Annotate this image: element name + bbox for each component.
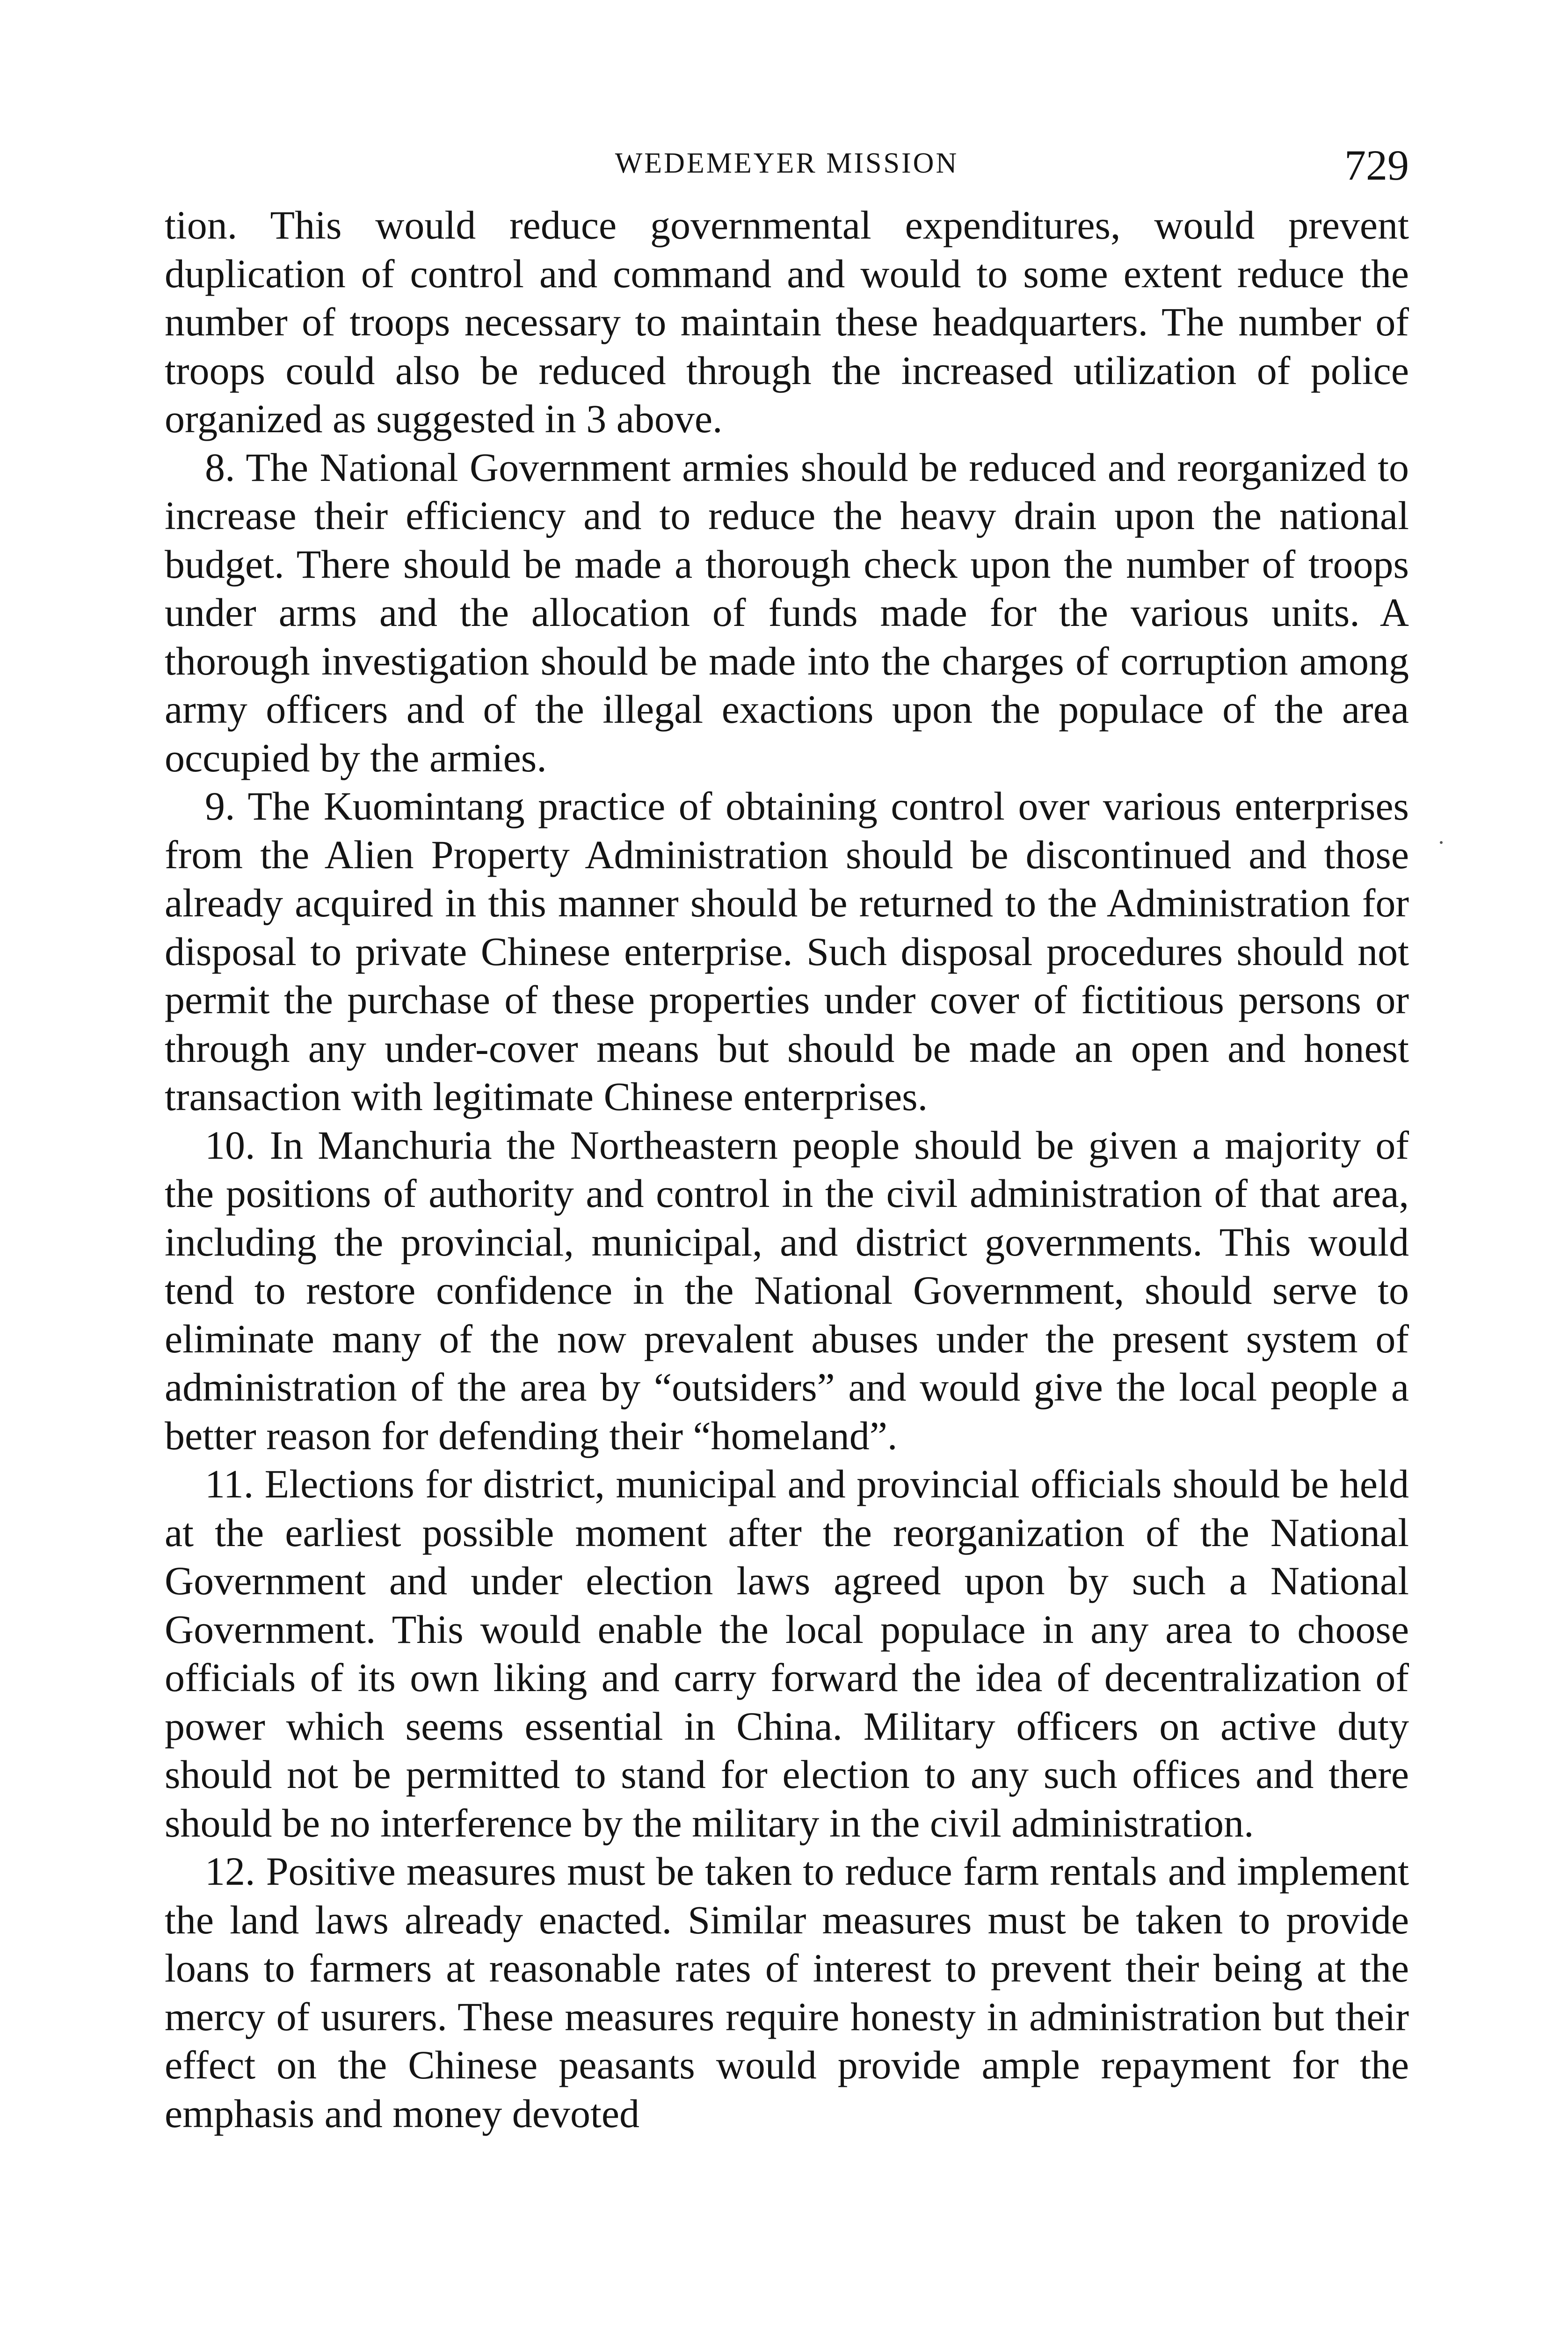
paragraph-item-8: 8. The National Government armies should be reduced and reorganized to increase their efficiency and to reduce the heavy drain upon the national budget. There should be made a thorough check upon the number of troops under arms and the allocation of funds made for the various units. A thorough investigation should be made into the charges of corruption among army officers and of the illegal exactions upon the populace of the area occupied by the armies. [165, 444, 1409, 780]
paragraph-item-9: 9. The Kuomintang practice of obtaining control over various enterprises from the Alien Property Administration should be discontinued and those already acquired in this manner should be returned to the Administration for disposal to private Chinese enterprise. Such disposal procedures should not permit the purchase of these properties under cover of fictitious persons or through any under-cover means but should be made an open and honest transaction with legitimate Chinese enterprises. [165, 784, 1409, 1119]
running-title: WEDEMEYER MISSION [615, 147, 959, 179]
scan-speck [1440, 841, 1443, 844]
paragraph-item-12: 12. Positive measures must be taken to reduce farm rentals and implement the land laws already enacted. Similar measures must be taken to provide loans to farmers at reasonable rates of interest to prevent their being at the mercy of usurers. These measures require honesty in administration but their effect on the Chinese peasants would provide ample repayment for the emphasis and money devoted [165, 1849, 1409, 2136]
running-head [165, 140, 1409, 201]
paragraph-item-10: 10. In Manchuria the Northeastern people should be given a majority of the positions of authority and control in the civil administration of that area, including the provincial, municipal, and district governments. This would tend to restore confidence in the National Government, should serve to eliminate many of the now prevalent abuses under the present system of administration of the area by “outsiders” and would give the local people a better reason for defending their “homeland”. [165, 1122, 1409, 1458]
page-number: 729 [1344, 141, 1409, 189]
book-page [165, 140, 1409, 2138]
body-text [165, 201, 1409, 2138]
paragraph-continuation: tion. This would reduce governmental expenditures, would prevent duplication of control and command and would to some extent reduce the number of troops necessary to maintain these headquarters. The number of troops could also be reduced through the increased utilization of police organized as suggested in 3 above. [165, 203, 1409, 441]
paragraph-item-11: 11. Elections for district, municipal and provincial officials should be held at the earliest possible moment after the reorganization of the National Government and under election laws agreed upon by such a National Government. This would enable the local populace in any area to choose officials of its own liking and carry forward the idea of decentralization of power which seems essential in China. Military officers on active duty should not be permitted to stand for election to any such offices and there should be no interference by the military in the civil administration. [165, 1461, 1409, 1845]
